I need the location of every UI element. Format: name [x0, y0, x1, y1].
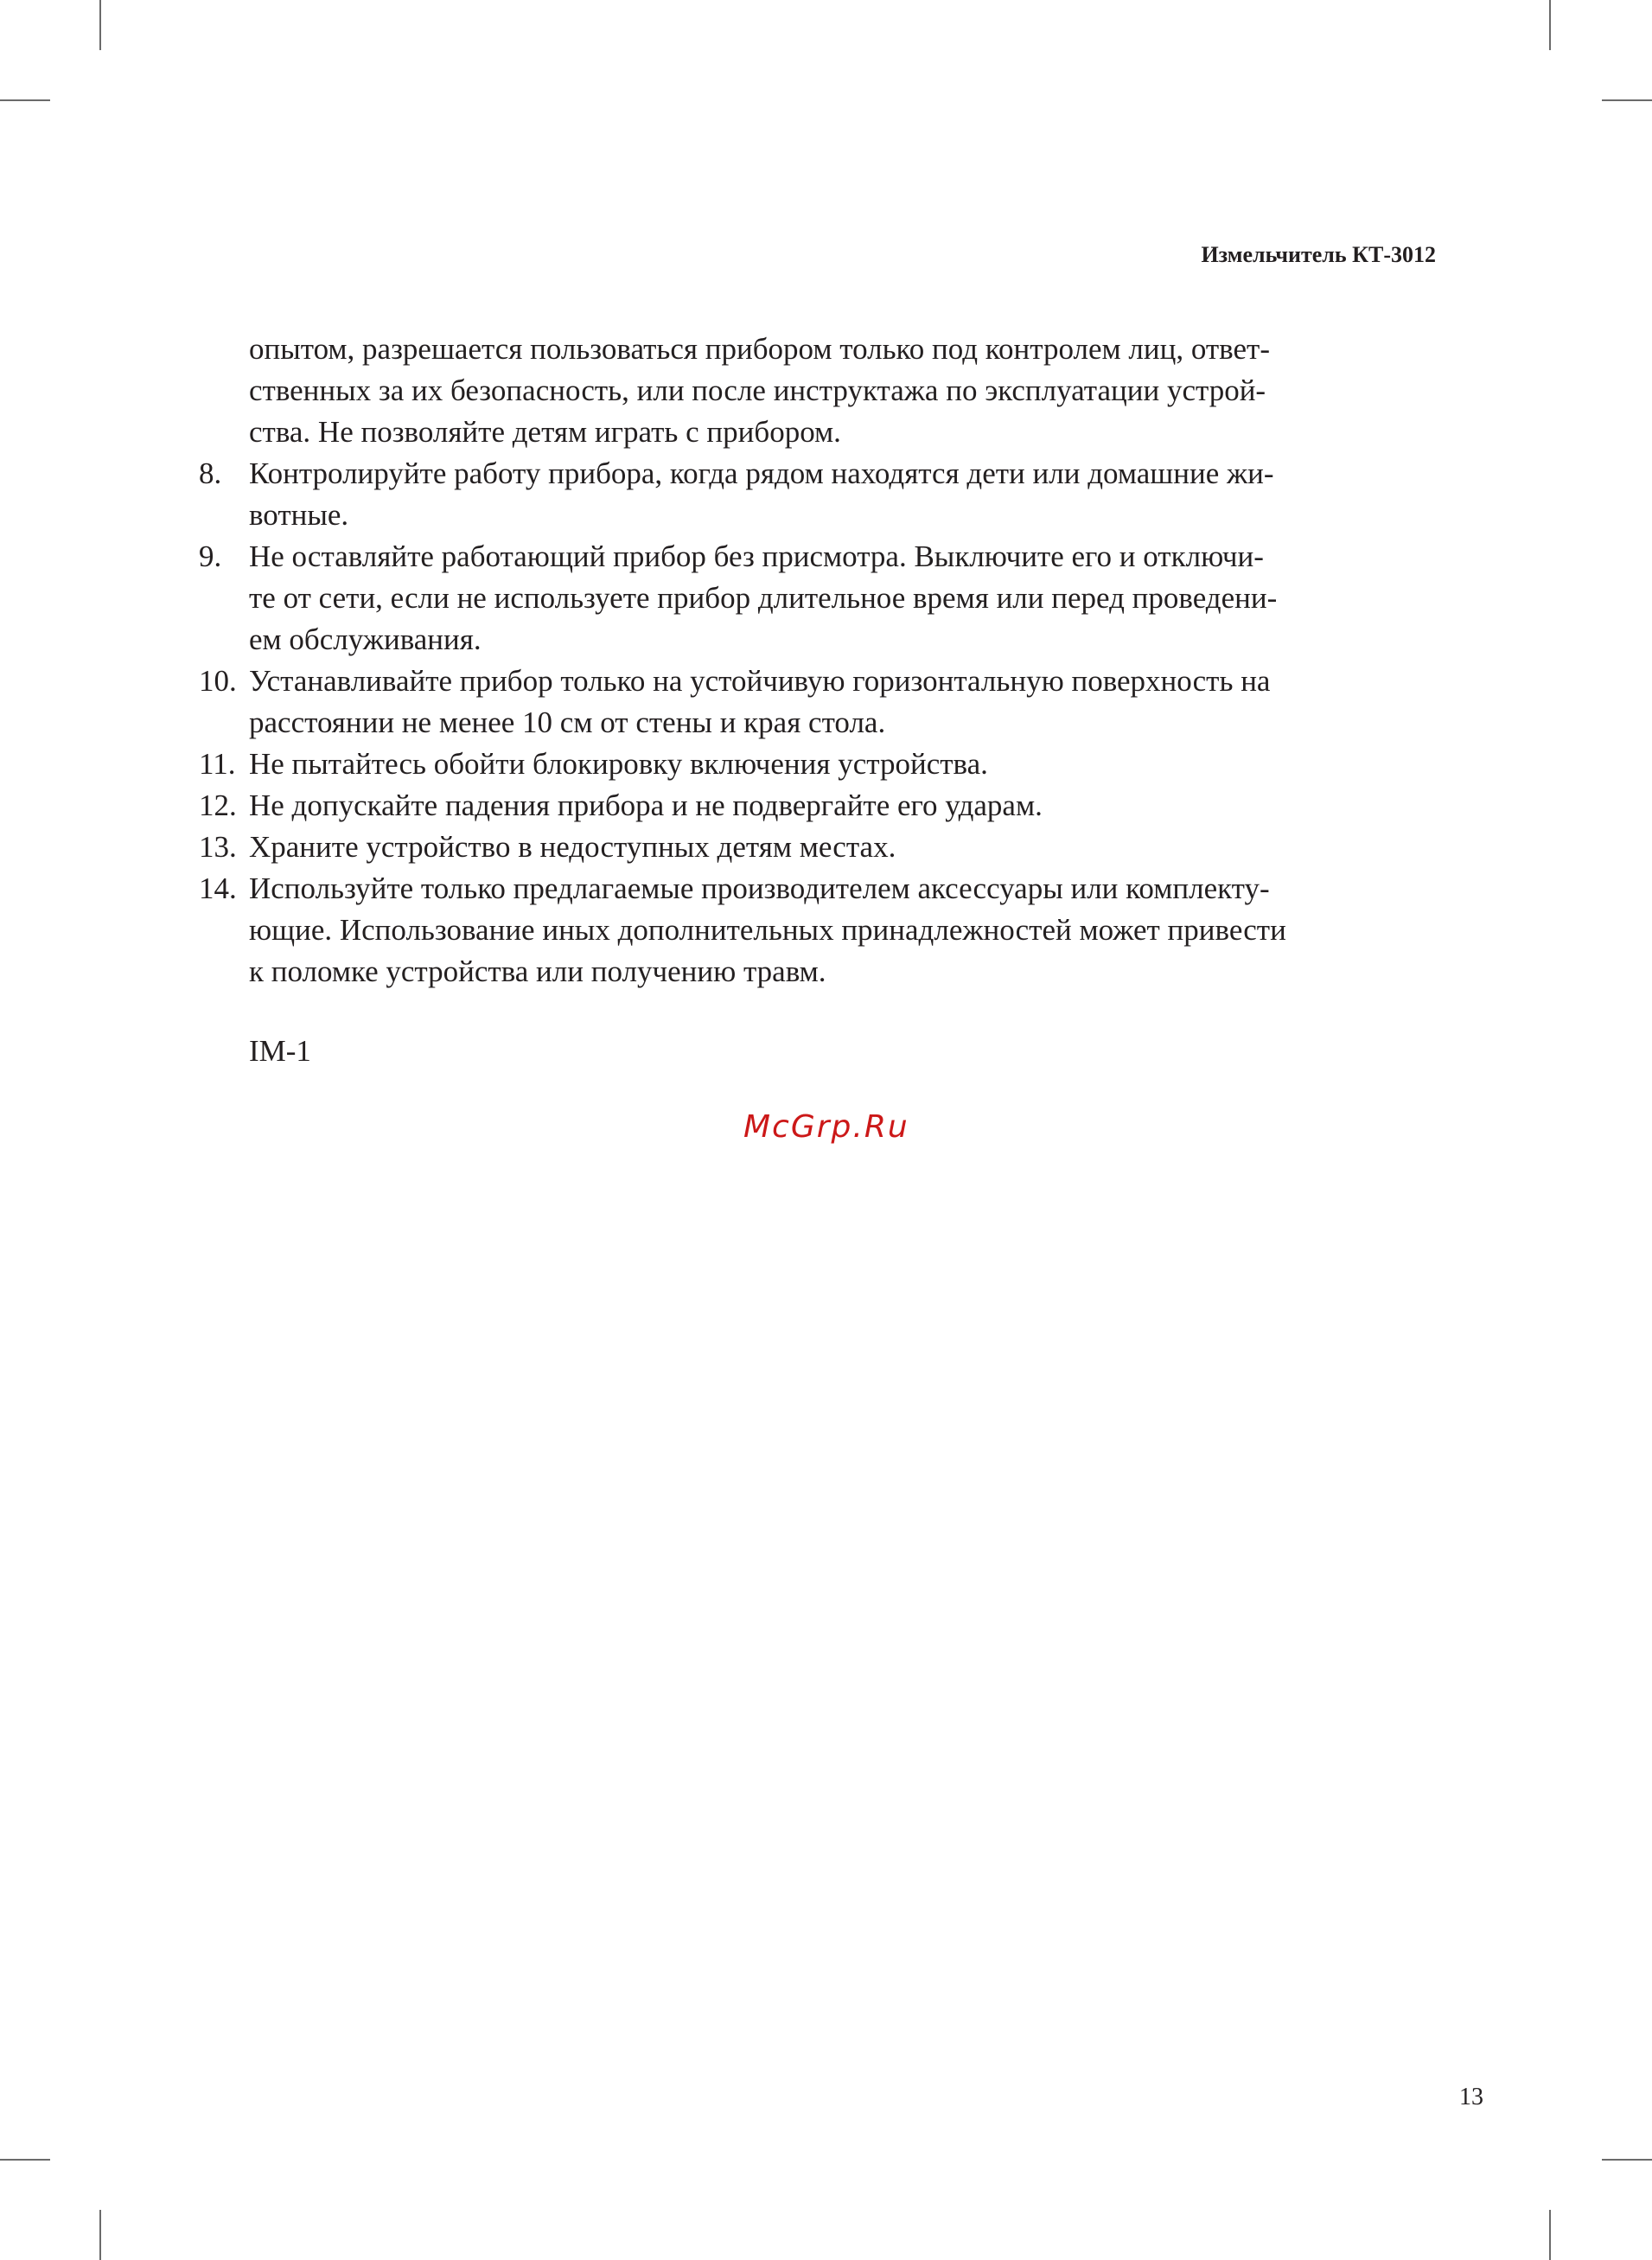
text-line: ственных за их безопасность, или после инструктажа по эксплуатации устрой- [249, 373, 1266, 407]
text-line: Не допускайте падения прибора и не подвергайте его ударам. [249, 788, 1043, 822]
text-line: ем обслуживания. [249, 622, 482, 656]
item-number: 8. [199, 456, 222, 490]
page-number: 13 [1459, 2084, 1483, 2110]
crop-mark-top-right-vertical [1549, 0, 1551, 50]
item-number: 14. [199, 871, 237, 905]
crop-mark-bottom-left-vertical [99, 2210, 101, 2260]
crop-mark-top-left-horizontal [0, 99, 50, 101]
watermark-text: McGrp.Ru [743, 1109, 909, 1145]
crop-mark-bottom-right-vertical [1549, 2210, 1551, 2260]
item-number: 9. [199, 539, 222, 573]
text-line: ющие. Использование иных дополнительных принадлежностей может привести [249, 913, 1286, 947]
item-number: 12. [199, 788, 237, 822]
crop-mark-top-right-horizontal [1602, 99, 1652, 101]
item-number: 13. [199, 830, 237, 864]
list-item-13 [199, 827, 1444, 868]
list-item-8 [199, 453, 1444, 536]
text-line: Контролируйте работу прибора, когда рядом находятся дети или домашние жи- [249, 456, 1274, 490]
list-item-9 [199, 536, 1444, 661]
running-header: Измельчитель КТ-3012 [1201, 242, 1436, 267]
text-line: те от сети, если не используете прибор длительное время или перед проведени- [249, 581, 1278, 615]
text-line: расстоянии не менее 10 см от стены и края стола. [249, 705, 886, 739]
item-number: 11. [199, 747, 236, 781]
item-number: 10. [199, 664, 237, 698]
text-line: Не пытайтесь обойти блокировку включения устройства. [249, 747, 988, 781]
list-item-11 [199, 744, 1444, 785]
text-line: вотные. [249, 498, 349, 532]
text-line: Устанавливайте прибор только на устойчивую горизонтальную поверхность на [249, 664, 1271, 698]
text-line: Не оставляйте работающий прибор без присмотра. Выключите его и отключи- [249, 539, 1264, 573]
crop-mark-bottom-left-horizontal [0, 2159, 50, 2161]
model-code: IM-1 [249, 1034, 311, 1068]
text-line: к поломке устройства или получению травм. [249, 954, 826, 988]
text-line: Храните устройство в недоступных детям местах. [249, 830, 896, 864]
list-item-14 [199, 868, 1444, 993]
text-line: опытом, разрешается пользоваться прибором только под контролем лиц, ответ- [249, 332, 1270, 366]
crop-mark-top-left-vertical [99, 0, 101, 50]
continuation-paragraph [199, 329, 1444, 453]
text-line: Используйте только предлагаемые производителем аксессуары или комплекту- [249, 871, 1270, 905]
text-line: ства. Не позволяйте детям играть с прибором. [249, 415, 841, 449]
instructions-list [199, 329, 1444, 993]
list-item-12 [199, 785, 1444, 827]
list-item-10 [199, 661, 1444, 744]
crop-mark-bottom-right-horizontal [1602, 2159, 1652, 2161]
